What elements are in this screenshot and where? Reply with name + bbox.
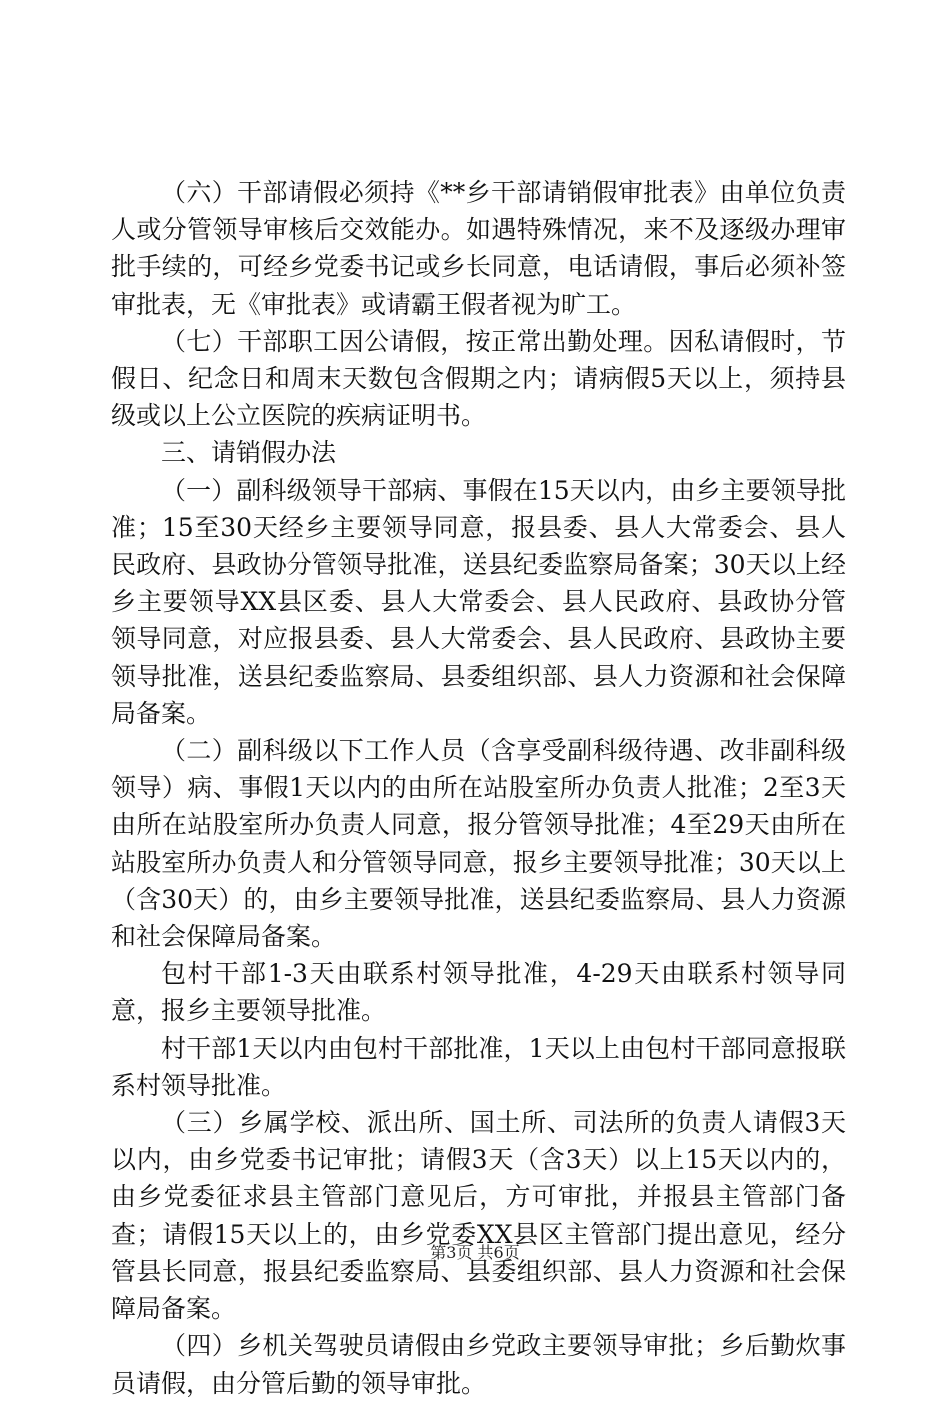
page-number-footer: 第3页 共6页 <box>430 1243 520 1262</box>
paragraph-village-liaison-cadres: 包村干部1-3天由联系村领导批准，4-29天由联系村领导同意，报乡主要领导批准。 <box>111 959 846 1026</box>
paragraph-two-staff-below-deputy: （二）副科级以下工作人员（含享受副科级待遇、改非副科级领导）病、事假1天以内的由所在站股室所办负责人批准；2至3天由所在站股室所办负责人同意，报分管领导批准；4至29天由所在站股室所办负责人和分管领导同意，报乡主要领导批准；30天以上（含30天）的，由乡主要领导批准，送县纪委监察局、县人力资源和社会保障局备案。 <box>111 736 846 952</box>
paragraph-six-leave-approval-form: （六）干部请假必须持《**乡干部请销假审批表》由单位负责人或分管领导审核后交效能办。如遇特殊情况，来不及逐级办理审批手续的，可经乡党委书记或乡长同意，电话请假，事后必须补签审批表，无《审批表》或请霸王假者视为旷工。 <box>111 178 846 319</box>
paragraph-four-drivers-cooks: （四）乡机关驾驶员请假由乡党政主要领导审批；乡后勤炊事员请假，由分管后勤的领导审批。 <box>111 1331 846 1398</box>
paragraph-three-affiliated-units: （三）乡属学校、派出所、国土所、司法所的负责人请假3天以内，由乡党委书记审批；请假3天（含3天）以上15天以内的，由乡党委征求县主管部门意见后，方可审批，并报县主管部门备查；请假15天以上的，由乡党委XX县区主管部门提出意见，经分管县长同意，报县纪委监察局、县委组织部、县人力资源和社会保障局备案。 <box>111 1108 846 1324</box>
section-heading-leave-procedures: 三、请销假办法 <box>161 438 337 468</box>
paragraph-seven-official-leave: （七）干部职工因公请假，按正常出勤处理。因私请假时，节假日、纪念日和周末天数包含假期之内；请病假5天以上，须持县级或以上公立医院的疾病证明书。 <box>111 326 846 431</box>
paragraph-village-cadres: 村干部1天以内由包村干部批准，1天以上由包村干部同意报联系村领导批准。 <box>111 1033 846 1100</box>
paragraph-one-deputy-section-leaders: （一）副科级领导干部病、事假在15天以内，由乡主要领导批准；15至30天经乡主要领导同意，报县委、县人大常委会、县人民政府、县政协分管领导批准，送县纪委监察局备案；30天以上经乡主要领导XX县区委、县人大常委会、县人民政府、县政协分管领导同意，对应报县委、县人大常委会、县人民政府、县政协主要领导批准，送县纪委监察局、县委组织部、县人力资源和社会保障局备案。 <box>111 475 846 728</box>
document-body <box>111 174 846 1402</box>
